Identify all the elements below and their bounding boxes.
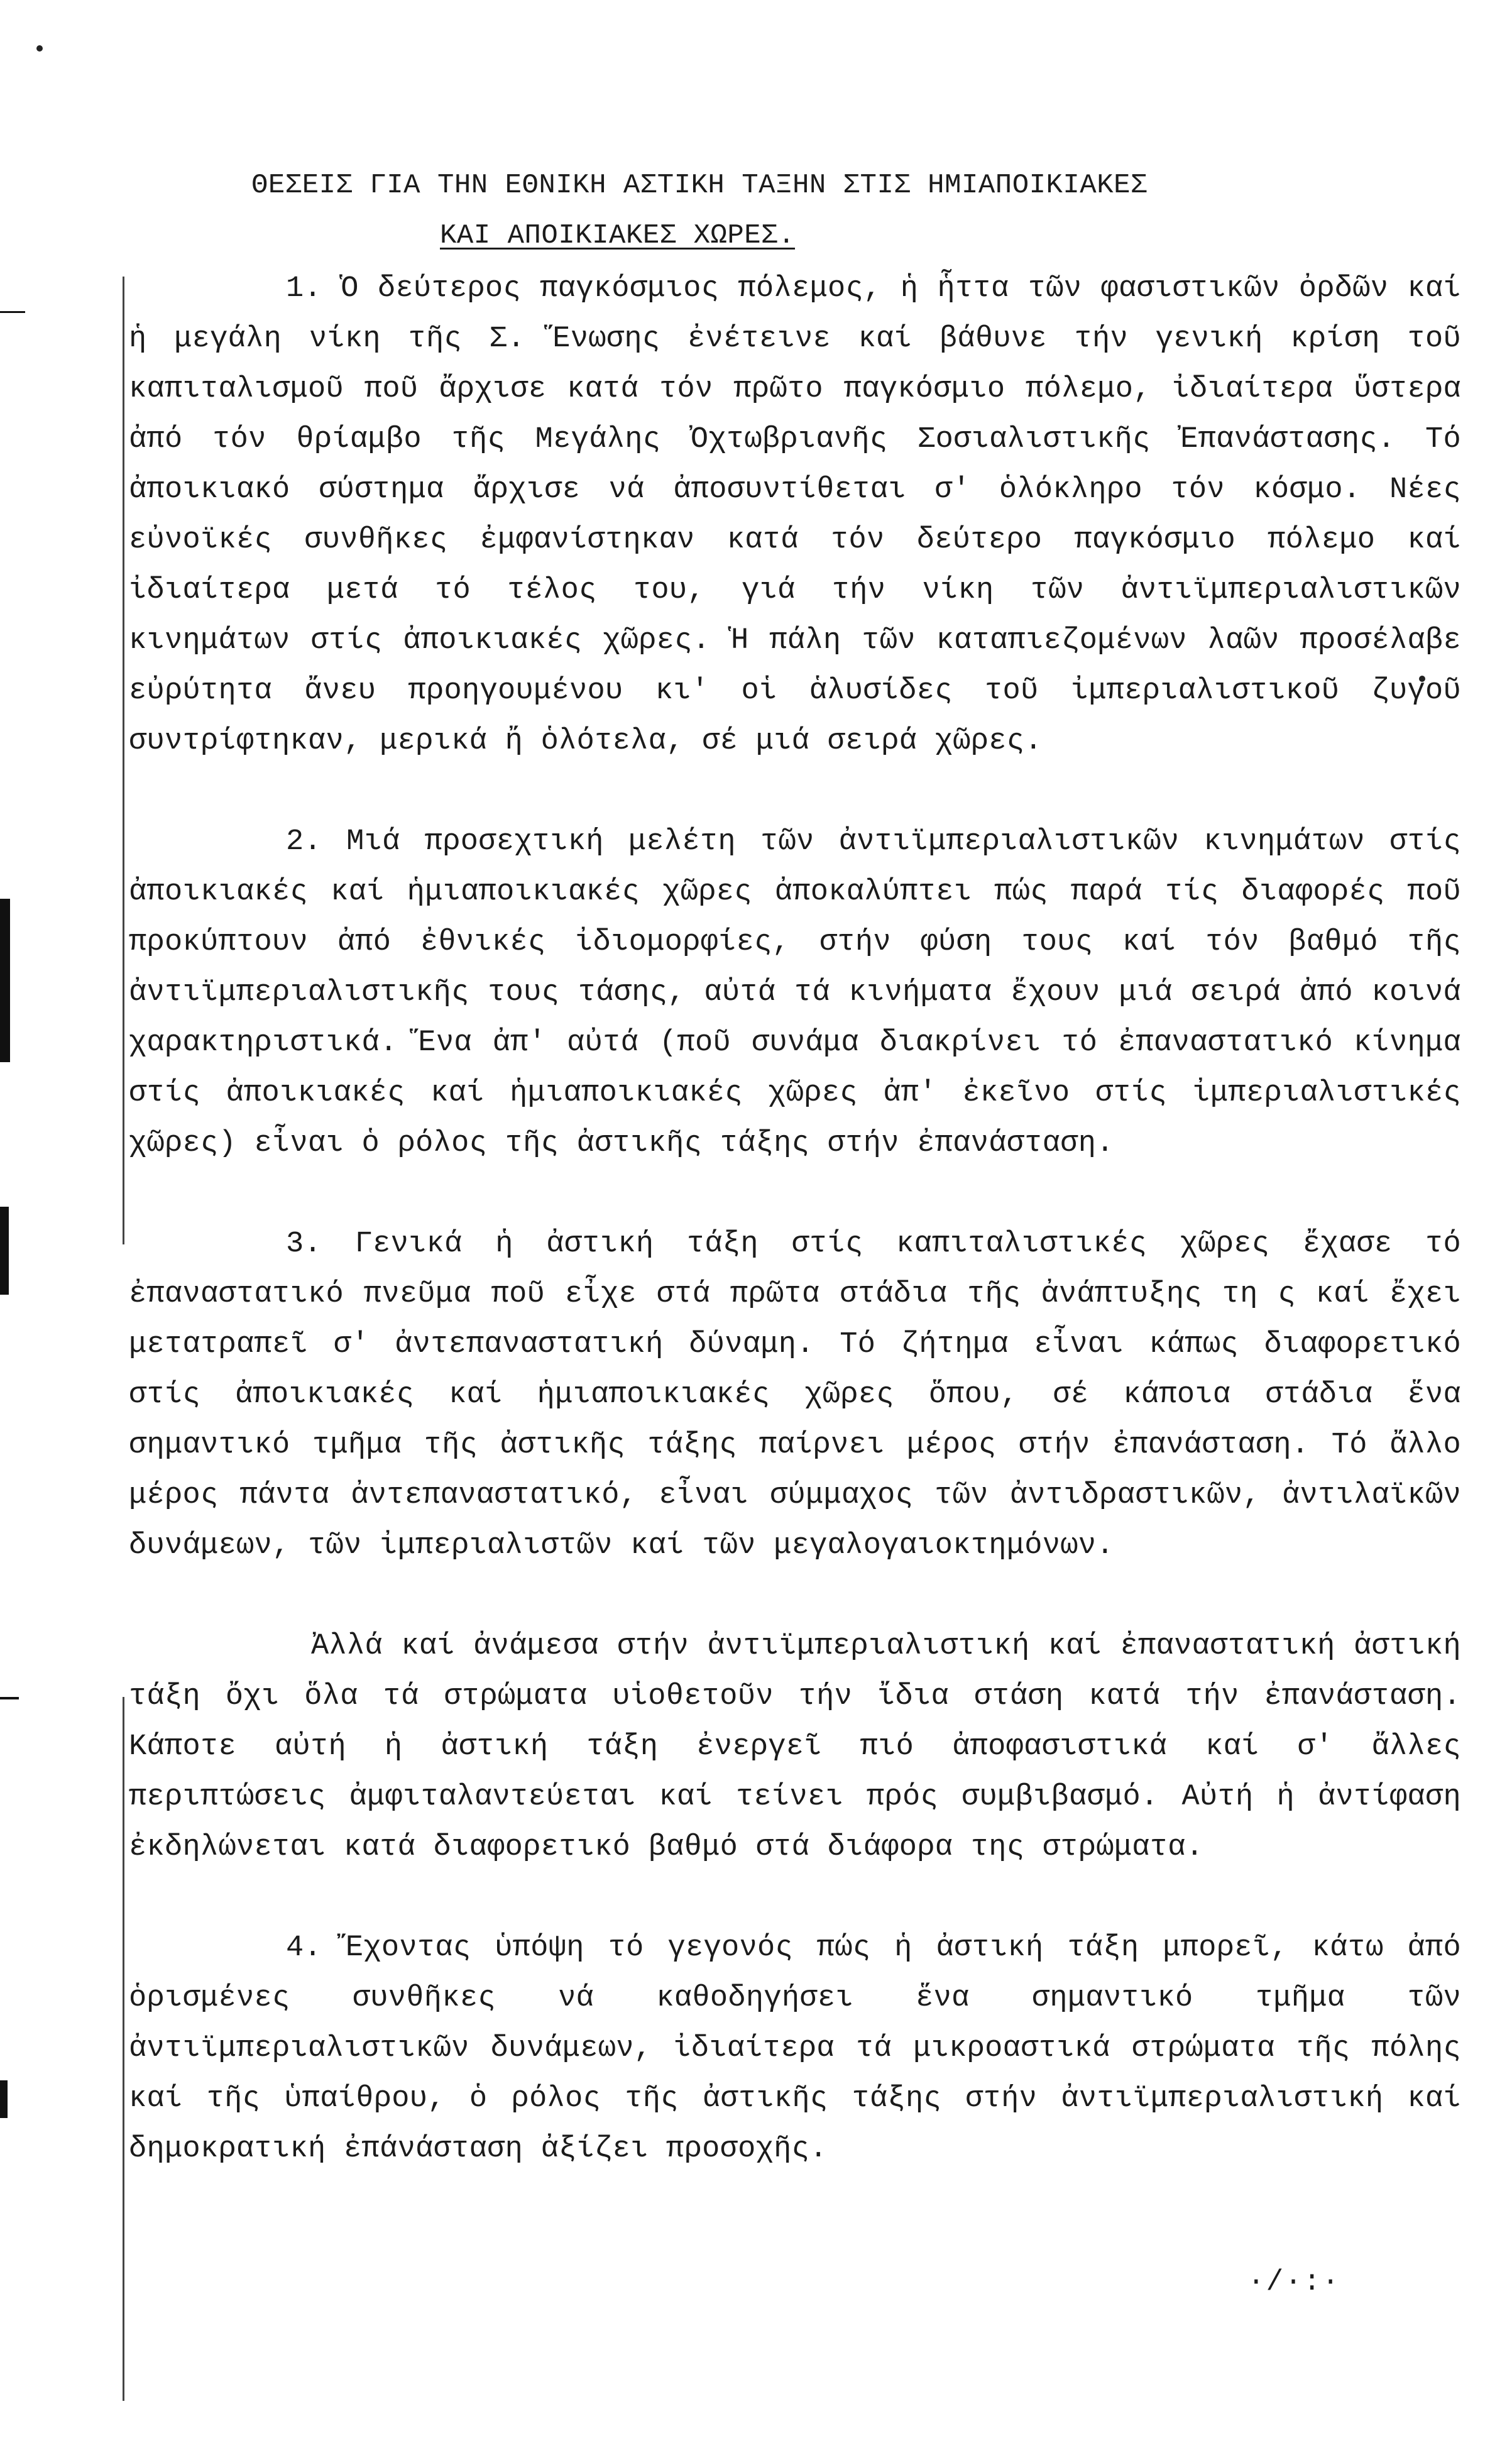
document-title — [251, 160, 1257, 261]
title-line-1: ΘΕΣΕΙΣ ΓΙΑ ΤΗΝ ΕΘΝΙΚΗ ΑΣΤΙΚΗ ΤΑΞΗΝ ΣΤΙΣ ΗΜΙΑΠΟΙΚΙΑΚΕΣ — [251, 170, 1148, 201]
paragraph-5: 4. Ἔχοντας ὑπόψη τό γεγονός πώς ἡ ἀστική τάξη μπορεῖ, κάτω ἀπό ὁρισμένες συνθῆκες νά καθοδηγήσει ἕνα σημαντικό τμῆμα τῶν ἀντιϊμπεριαλιστικῶν δυνάμεων, ἰδιαίτερα τά μικροαστικά στρώματα τῆς πόλης καί τῆς ὑπαίθρου, ὁ ρόλος τῆς ἀστικῆς τάξης στήν ἀντιϊμπεριαλιστική καί δημοκρατική ἐπάνάσταση ἀξίζει προσοχῆς. — [129, 1931, 1461, 2166]
scan-edge-mark — [0, 899, 10, 1062]
scan-edge-mark — [0, 311, 25, 313]
paragraph-4: Ἀλλά καί ἀνάμεσα στήν ἀντιϊμπεριαλιστική καί ἐπαναστατική ἀστική τάξη ὄχι ὅλα τά στρώματα υἱοθετοῦν τήν ἴδια στάση κατά τήν ἐπανάσταση. Κάποτε αὐτή ἡ ἀστική τάξη ἐνεργεῖ πιό ἀποφασιστικά καί σ' ἄλλες περιπτώσεις ἀμφιταλαντεύεται καί τείνει πρός συμβιβασμό. Αὐτή ἡ ἀντίφαση ἐκδηλώνεται κατά διαφορετικό βαθμό στά διάφορα της στρώματα. — [129, 1630, 1461, 1864]
paragraph-3: 3. Γενικά ἡ ἀστική τάξη στίς καπιταλιστικές χῶρες ἔχασε τό ἐπαναστατικό πνεῦμα ποῦ εἶχε στά πρῶτα στάδια τῆς ἀνάπτυξης τη ς καί ἔχει μετατραπεῖ σ' ἀντεπαναστατική δύναμη. Τό ζήτημα εἶναι κάπως διαφορετικό στίς ἀποικιακές καί ἡμιαποικιακές χῶρες ὅπου, σέ κάποια στάδια ἕνα σημαντικό τμῆμα τῆς ἀστικῆς τάξης παίρνει μέρος στήν ἐπανάσταση. Τό ἄλλο μέρος πάντα ἀντεπαναστατικό, εἶναι σύμμαχος τῶν ἀντιδραστικῶν, ἀντιλαϊκῶν δυνάμεων, τῶν ἰμπεριαλιστῶν καί τῶν μεγαλογαιοκτημόνων. — [129, 1227, 1461, 1562]
paragraph-1: 1. Ὁ δεύτερος παγκόσμιος πόλεμος, ἡ ἧττα τῶν φασιστικῶν ὀρδῶν καί ἡ μεγάλη νίκη τῆς Σ. Ἕνωσης ἐνέτεινε καί βάθυνε τήν γενική κρίση τοῦ καπιταλισμοῦ ποῦ ἄρχισε κατά τόν πρῶτο παγκόσμιο πόλεμο, ἰδιαίτερα ὕστερα ἀπό τόν θρίαμβο τῆς Μεγάλης Ὀχτωβριανῆς Σοσιαλιστικῆς Ἐπανάστασης. Τό ἀποικιακό σύστημα ἄρχισε νά ἀποσυντίθεται σ' ὁλόκληρο τόν κόσμο. Νέες εὐνοϊκές συνθῆκες ἐμφανίστηκαν κατά τόν δεύτερο παγκόσμιο πόλεμο καί ἰδιαίτερα μετά τό τέλος του, γιά τήν νίκη τῶν ἀντιϊμπεριαλιστικῶν κινημάτων στίς ἀποικιακές χῶρες. Ἡ πάλη τῶν καταπιεζομένων λαῶν προσέλαβε εὐρύτητα ἄνευ προηγουμένου κι' οἱ ἁλυσίδες τοῦ ἰμπεριαλιστικοῦ ζυγοῦ συντρίφτηκαν, μερικά ἤ ὁλότελα, σέ μιά σειρά χῶρες. — [129, 272, 1461, 758]
title-line-2: ΚΑΙ ΑΠΟΙΚΙΑΚΕΣ ΧΩΡΕΣ. — [440, 220, 795, 251]
scan-edge-mark — [0, 1207, 9, 1295]
scan-edge-mark — [0, 2080, 8, 2118]
margin-rule-mark — [123, 1697, 124, 2401]
margin-rule-mark — [123, 905, 124, 1244]
page-continuation-marker: ·/·:· — [1247, 2266, 1341, 2298]
scan-edge-mark — [0, 1697, 19, 1699]
paragraph-2: 2. Μιά προσεχτική μελέτη τῶν ἀντιϊμπεριαλιστικῶν κινημάτων στίς ἀποικιακές καί ἡμιαποικιακές χῶρες ἀποκαλύπτει πώς παρά τίς διαφορές ποῦ προκύπτουν ἀπό ἐθνικές ἰδιομορφίες, στήν φύση τους καί τόν βαθμό τῆς ἀντιϊμπεριαλιστικῆς τους τάσης, αὐτά τά κινήματα ἔχουν μιά σειρά ἀπό κοινά χαρακτηριστικά. Ἕνα ἀπ' αὐτά (ποῦ συνάμα διακρίνει τό ἐπαναστατικό κίνημα στίς ἀποικιακές καί ἡμιαποικιακές χῶρες ἀπ' ἐκεῖνο στίς ἰμπεριαλιστικές χῶρες) εἶναι ὁ ρόλος τῆς ἀστικῆς τάξης στήν ἐπανάσταση. — [129, 825, 1461, 1160]
scan-dot-mark — [36, 45, 43, 52]
document-body — [129, 264, 1461, 2225]
margin-rule-mark — [123, 277, 124, 930]
